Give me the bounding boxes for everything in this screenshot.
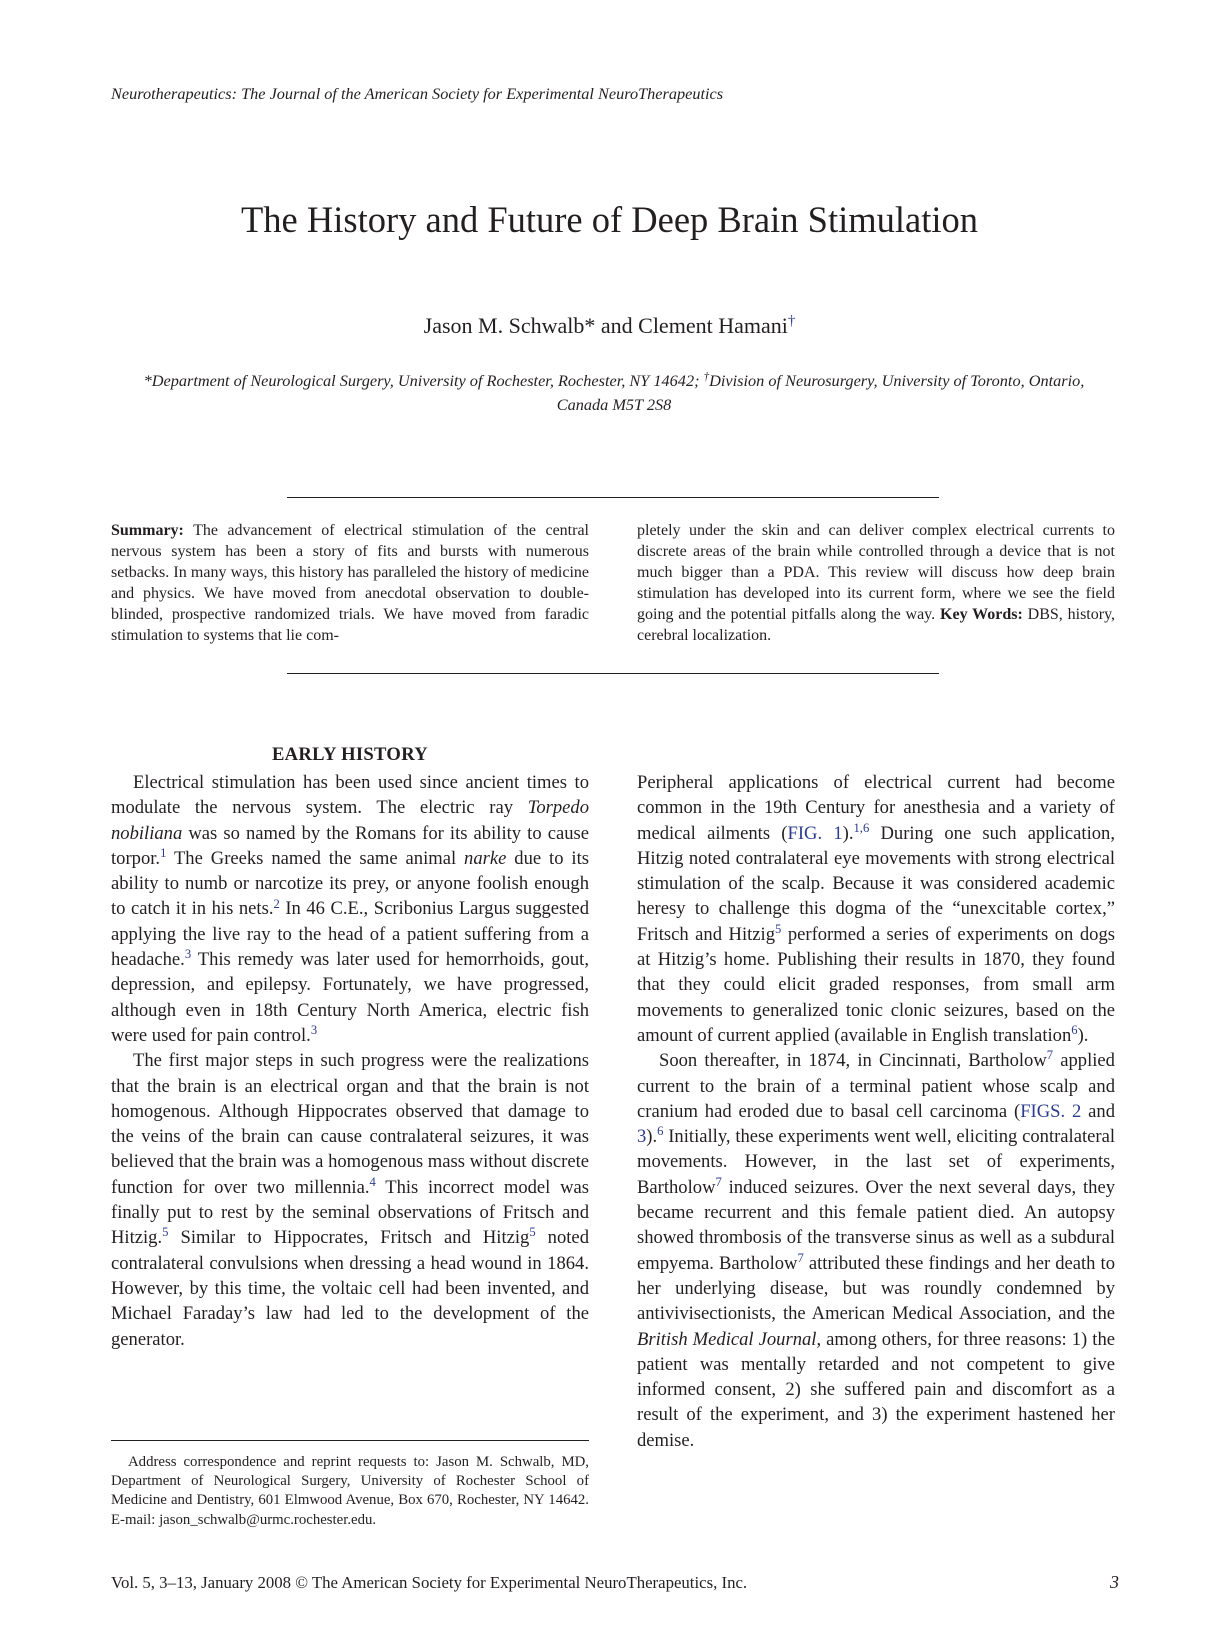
paragraph: The first major steps in such progress were the realizations that the brain is an electrical organ and that the brain is not homogenous. Although Hippocrates observed that damage to the veins of the brain can cause contralateral seizures, it was believed that the brain was a homogenous mass without discrete function for over two millennia.$^4$ This incorrect model was finally put to rest by the seminal observations of Fritsch and Hitzig.$^5$ Similar to Hippocrates, Fritsch and Hitzig$^5$ noted contralateral convulsions when dressing a head wound in 1864. However, by this time, the voltaic cell had been invented, and Michael Faraday’s law had led to the development of the generator.	[111, 1050, 590, 1350]
citation-link[interactable]: 6	[1071, 1023, 1078, 1038]
paragraph: Electrical stimulation has been used since ancient times to modulate the nervous system. The electric ray Torpedo nobiliana was so named by the Romans for its ability to cause torpor.$^1$ The Greeks named the same animal narke due to its ability to numb or narcotize its prey, or anyone foolish enough to catch it in his nets.$^2$ In 46 C.E., Scribonius Largus suggested applying the live ray to the head of a patient suffering from a headache.$^3$ This remedy was later used for hemorrhoids, gout, depression, and epilepsy. Fortunately, we have progressed, although even in 18th Century North America, electric fish were used for pain control.$^3$	[111, 772, 589, 1046]
citation-link[interactable]: 1	[160, 845, 167, 860]
citation-link[interactable]: 6	[657, 1124, 664, 1139]
running-header: Neurotherapeutics: The Journal of the American Society for Experimental NeuroTherapeutics	[111, 84, 724, 103]
affiliations	[118, 369, 1110, 417]
article-title: The History and Future of Deep Brain Stimulation	[241, 199, 978, 240]
citation-link[interactable]: 5	[775, 921, 782, 936]
paragraph: Peripheral applications of electrical current had become common in the 19th Century for anesthesia and a variety of medical ailments (FIG. 1).$^{1,6}$ During one such application, Hitzig noted contralateral eye movements with strong electrical stimulation of the scalp. Because it was considered academic heresy to challenge this dogma of the “unexcitable cortex,” Fritsch and Hitzig$^5$ performed a series of experiments on dogs at Hitzig’s home. Publishing their results in 1870, they found that they could elicit graded responses, from small arm movements to generalized tonic clonic seizures, based on the amount of current applied (available in English translation$^6$).	[637, 772, 1115, 1046]
figure-link[interactable]: FIG. 1	[787, 822, 843, 844]
citation-link[interactable]: 7	[715, 1174, 722, 1189]
correspondence-footnote: Address correspondence and reprint requests to: Jason M. Schwalb, MD, Department of Neurological Surgery, University of Rochester School of Medicine and Dentistry, 601 Elmwood Avenue, Box 670, Rochester, NY 14642. E-mail: jason_schwalb@urmc.rochester.edu.	[111, 1454, 589, 1528]
footer-citation: Vol. 5, 3–13, January 2008 © The American Society for Experimental NeuroTherapeutics, Inc.	[111, 1573, 748, 1592]
citation-link[interactable]: 2	[273, 896, 280, 911]
author-names: Jason M. Schwalb* and Clement Hamani	[423, 313, 788, 338]
section-heading: EARLY HISTORY	[271, 744, 428, 765]
journal-name: British Medical Journal	[637, 1328, 817, 1350]
summary-text-part1: The advancement of electrical stimulation of the central nervous system has been a story of fits and bursts with numerous setbacks. In many ways, this history has paralleled the history of medicine and physics. We have moved from anecdotal observation to double-blinded, prospective randomized trials. We have moved from faradic stimulation to systems that lie com-	[111, 522, 589, 644]
affiliation-toronto: Division of Neurosurgery, University of Toronto, Ontario, Canada M5T 2S8	[556, 371, 1085, 414]
abstract-bottom-rule	[287, 673, 939, 674]
author-dagger-mark: †	[787, 312, 796, 329]
citation-link[interactable]: 7	[797, 1250, 804, 1265]
citation-link[interactable]: 5	[162, 1225, 169, 1240]
citation-link[interactable]: 4	[369, 1174, 376, 1189]
citation-link[interactable]: 1,6	[853, 820, 870, 835]
keywords-label: Key Words:	[940, 606, 1023, 623]
abstract-right-column	[637, 520, 1115, 646]
paragraph: Soon thereafter, in 1874, in Cincinnati, Bartholow$^7$ applied current to the brain of a terminal patient whose scalp and cranium had eroded due to basal cell carcinoma (FIGS. 2 and 3).$^6$ Initially, these experiments went well, eliciting contralateral movements. However, in the last set of experiments, Bartholow$^7$ induced seizures. Over the next several days, they became recurrent and this female patient died. An autopsy showed thrombosis of the transverse sinus as well as a subdural empyema. Bartholow$^7$ attributed these findings and her death to her underlying disease, but was roundly condemned by antivivisectionists, the American Medical Association, and the British Medical Journal, among others, for three reasons: 1) the patient was mentally retarded and not competent to give informed consent, 2) she suffered pain and discomfort as a result of the experiment, and 3) the experiment hastened her demise.	[637, 1048, 1115, 1451]
abstract-top-rule	[287, 497, 939, 498]
right-text-column	[637, 770, 1115, 1453]
citation-link[interactable]: 5	[529, 1225, 536, 1240]
page-number: 3	[1110, 1572, 1119, 1592]
figure-link[interactable]: FIGS. 2	[1020, 1100, 1082, 1122]
affiliation-rochester: *Department of Neurological Surgery, University of Rochester, Rochester, NY 14642;	[143, 371, 700, 390]
footnote-rule	[111, 1440, 589, 1441]
summary-text-part2: pletely under the skin and can deliver complex electrical currents to discrete areas of the brain while controlled through a device that is not much bigger than a PDA. This review will discuss how deep brain stimulation has developed into its current form, where we see the field going and the potential pitfalls along the way.	[637, 522, 1115, 623]
greek-term: narke	[464, 847, 507, 869]
figure-link[interactable]: 3	[637, 1126, 647, 1148]
citation-link[interactable]: 7	[1046, 1048, 1054, 1063]
abstract-left-column	[111, 520, 589, 646]
summary-label: Summary:	[111, 522, 184, 539]
left-text-column	[111, 770, 589, 1352]
keywords-text: DBS, history, cerebral localization.	[637, 606, 1116, 644]
author-line	[0, 313, 1219, 339]
citation-link[interactable]: 3	[184, 947, 192, 962]
species-name: Torpedo nobiliana	[111, 797, 589, 844]
affiliation-dagger-mark: †	[703, 370, 710, 383]
citation-link[interactable]: 3	[310, 1023, 318, 1038]
